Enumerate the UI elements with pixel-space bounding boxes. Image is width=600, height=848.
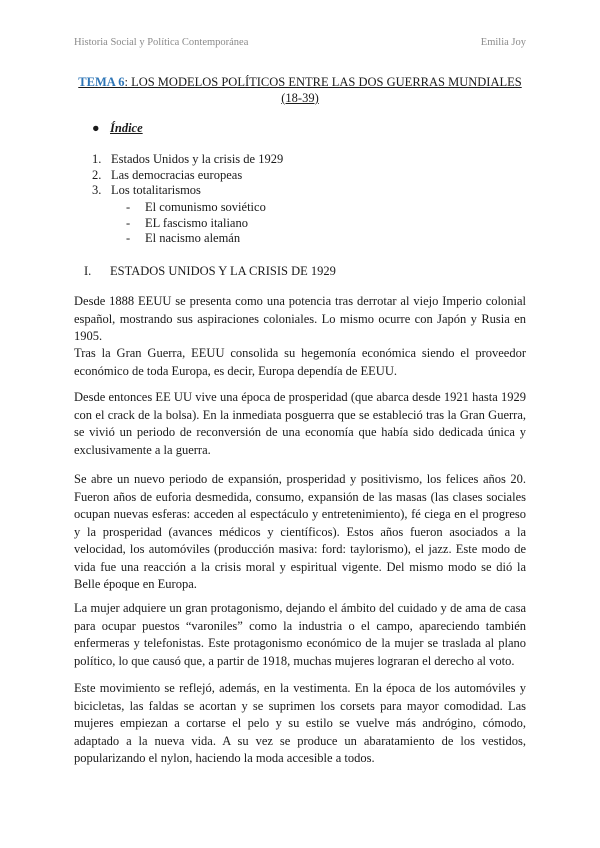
- body-paragraph: Este movimiento se reflejó, además, en la vestimenta. En la época de los automóviles y bicicletas, las faldas se acortan y se suprimen los corsets para mayor comodidad. Las mujeres empiezan a cortarse el pelo y su estilo se vuelve más andrógino, cómodo, adaptado a la nueva vida. A su vez se produce un abaratamiento de los vestidos, popularizando el nylon, haciendo la moda accesible a todos.: [74, 681, 526, 765]
- toc-number: 1.: [92, 152, 102, 166]
- section-heading: [84, 264, 336, 279]
- bullet-icon: ●: [92, 121, 100, 135]
- body-paragraph: La mujer adquiere un gran protagonismo, dejando el ámbito del cuidado y de ama de casa para ocupar puestos “varoniles” como la industria o el campo, apareciendo también enfermeras y telefonistas. Este protagonismo económico de la mujer se traslada al plano político, lo que causó que, a partir de 1918, muchas mujeres lograran el derecho al voto.: [74, 601, 526, 668]
- dash-icon: -: [126, 231, 131, 245]
- toc-text: Los totalitarismos: [111, 183, 201, 197]
- toc-item: [92, 168, 283, 184]
- title-text: LOS MODELOS POLÍTICOS ENTRE LAS DOS GUERRAS MUNDIALES (18-39): [127, 75, 522, 105]
- toc-item: [92, 152, 283, 168]
- page-header: [74, 37, 526, 48]
- body-paragraph: Desde 1888 EEUU se presenta como una potencia tras derrotar al viejo Imperio colonial español, mostrando sus aspiraciones coloniales. Lo mismo ocurre con Japón y Rusia en 1905.: [74, 294, 526, 343]
- table-of-contents: [92, 152, 283, 199]
- body-paragraph: Desde entonces EE UU vive una época de prosperidad (que abarca desde 1921 hasta 1929 con el crack de la bolsa). En la inmediata posguerra que se estableció tras la Gran Guerra, se vivió un periodo de reconversión de una economía que había sido dedicada única y exclusivamente a la guerra.: [74, 390, 526, 457]
- document-title: [74, 74, 526, 106]
- title-prefix: TEMA 6: [78, 75, 125, 89]
- toc-subitem: [126, 200, 266, 216]
- dash-icon: -: [126, 215, 131, 230]
- header-author: Emilia Joy: [480, 37, 526, 48]
- header-course: Historia Social y Política Contemporánea: [74, 37, 249, 48]
- body-paragraph: Se abre un nuevo periodo de expansión, prosperidad y positivismo, los felices años 20. Fueron años de euforia desmedida, consumo, expansión de las masas (las clases sociales ocupan nuevas esferas: acceden al espectáculo y entretenimiento), fé ciega en el progreso y la prosperidad (avances médicos y científicos). Estos años fueron asociados a la velocidad, los automóviles (producción masiva: ford: taylorismo), el jazz. Este modo de vida fue una reacción a la crisis moral y espiritual vigente. Del mismo modo se dió la Belle époque en Europa.: [74, 472, 526, 591]
- section-number: I.: [84, 264, 92, 278]
- toc-subitem-text: El comunismo soviético: [145, 200, 266, 214]
- toc-text: Estados Unidos y la crisis de 1929: [111, 152, 284, 166]
- toc-text: Las democracias europeas: [111, 167, 243, 182]
- index-heading: [92, 121, 143, 136]
- toc-subitem: [126, 216, 266, 232]
- toc-subitem-text: El nacismo alemán: [145, 231, 241, 245]
- toc-item: [92, 183, 283, 199]
- toc-sublist: [126, 200, 266, 247]
- toc-number: 3.: [92, 183, 102, 197]
- toc-number: 2.: [92, 167, 102, 182]
- section-title: ESTADOS UNIDOS Y LA CRISIS DE 1929: [110, 264, 336, 278]
- body-paragraph: Tras la Gran Guerra, EEUU consolida su hegemonía económica siendo el proveedor económico de toda Europa, es decir, Europa dependía de EEUU.: [74, 346, 526, 378]
- title-colon: :: [124, 75, 128, 89]
- toc-subitem-text: EL fascismo italiano: [145, 215, 248, 230]
- dash-icon: -: [126, 200, 131, 214]
- index-label: Índice: [110, 121, 143, 135]
- toc-subitem: [126, 231, 266, 247]
